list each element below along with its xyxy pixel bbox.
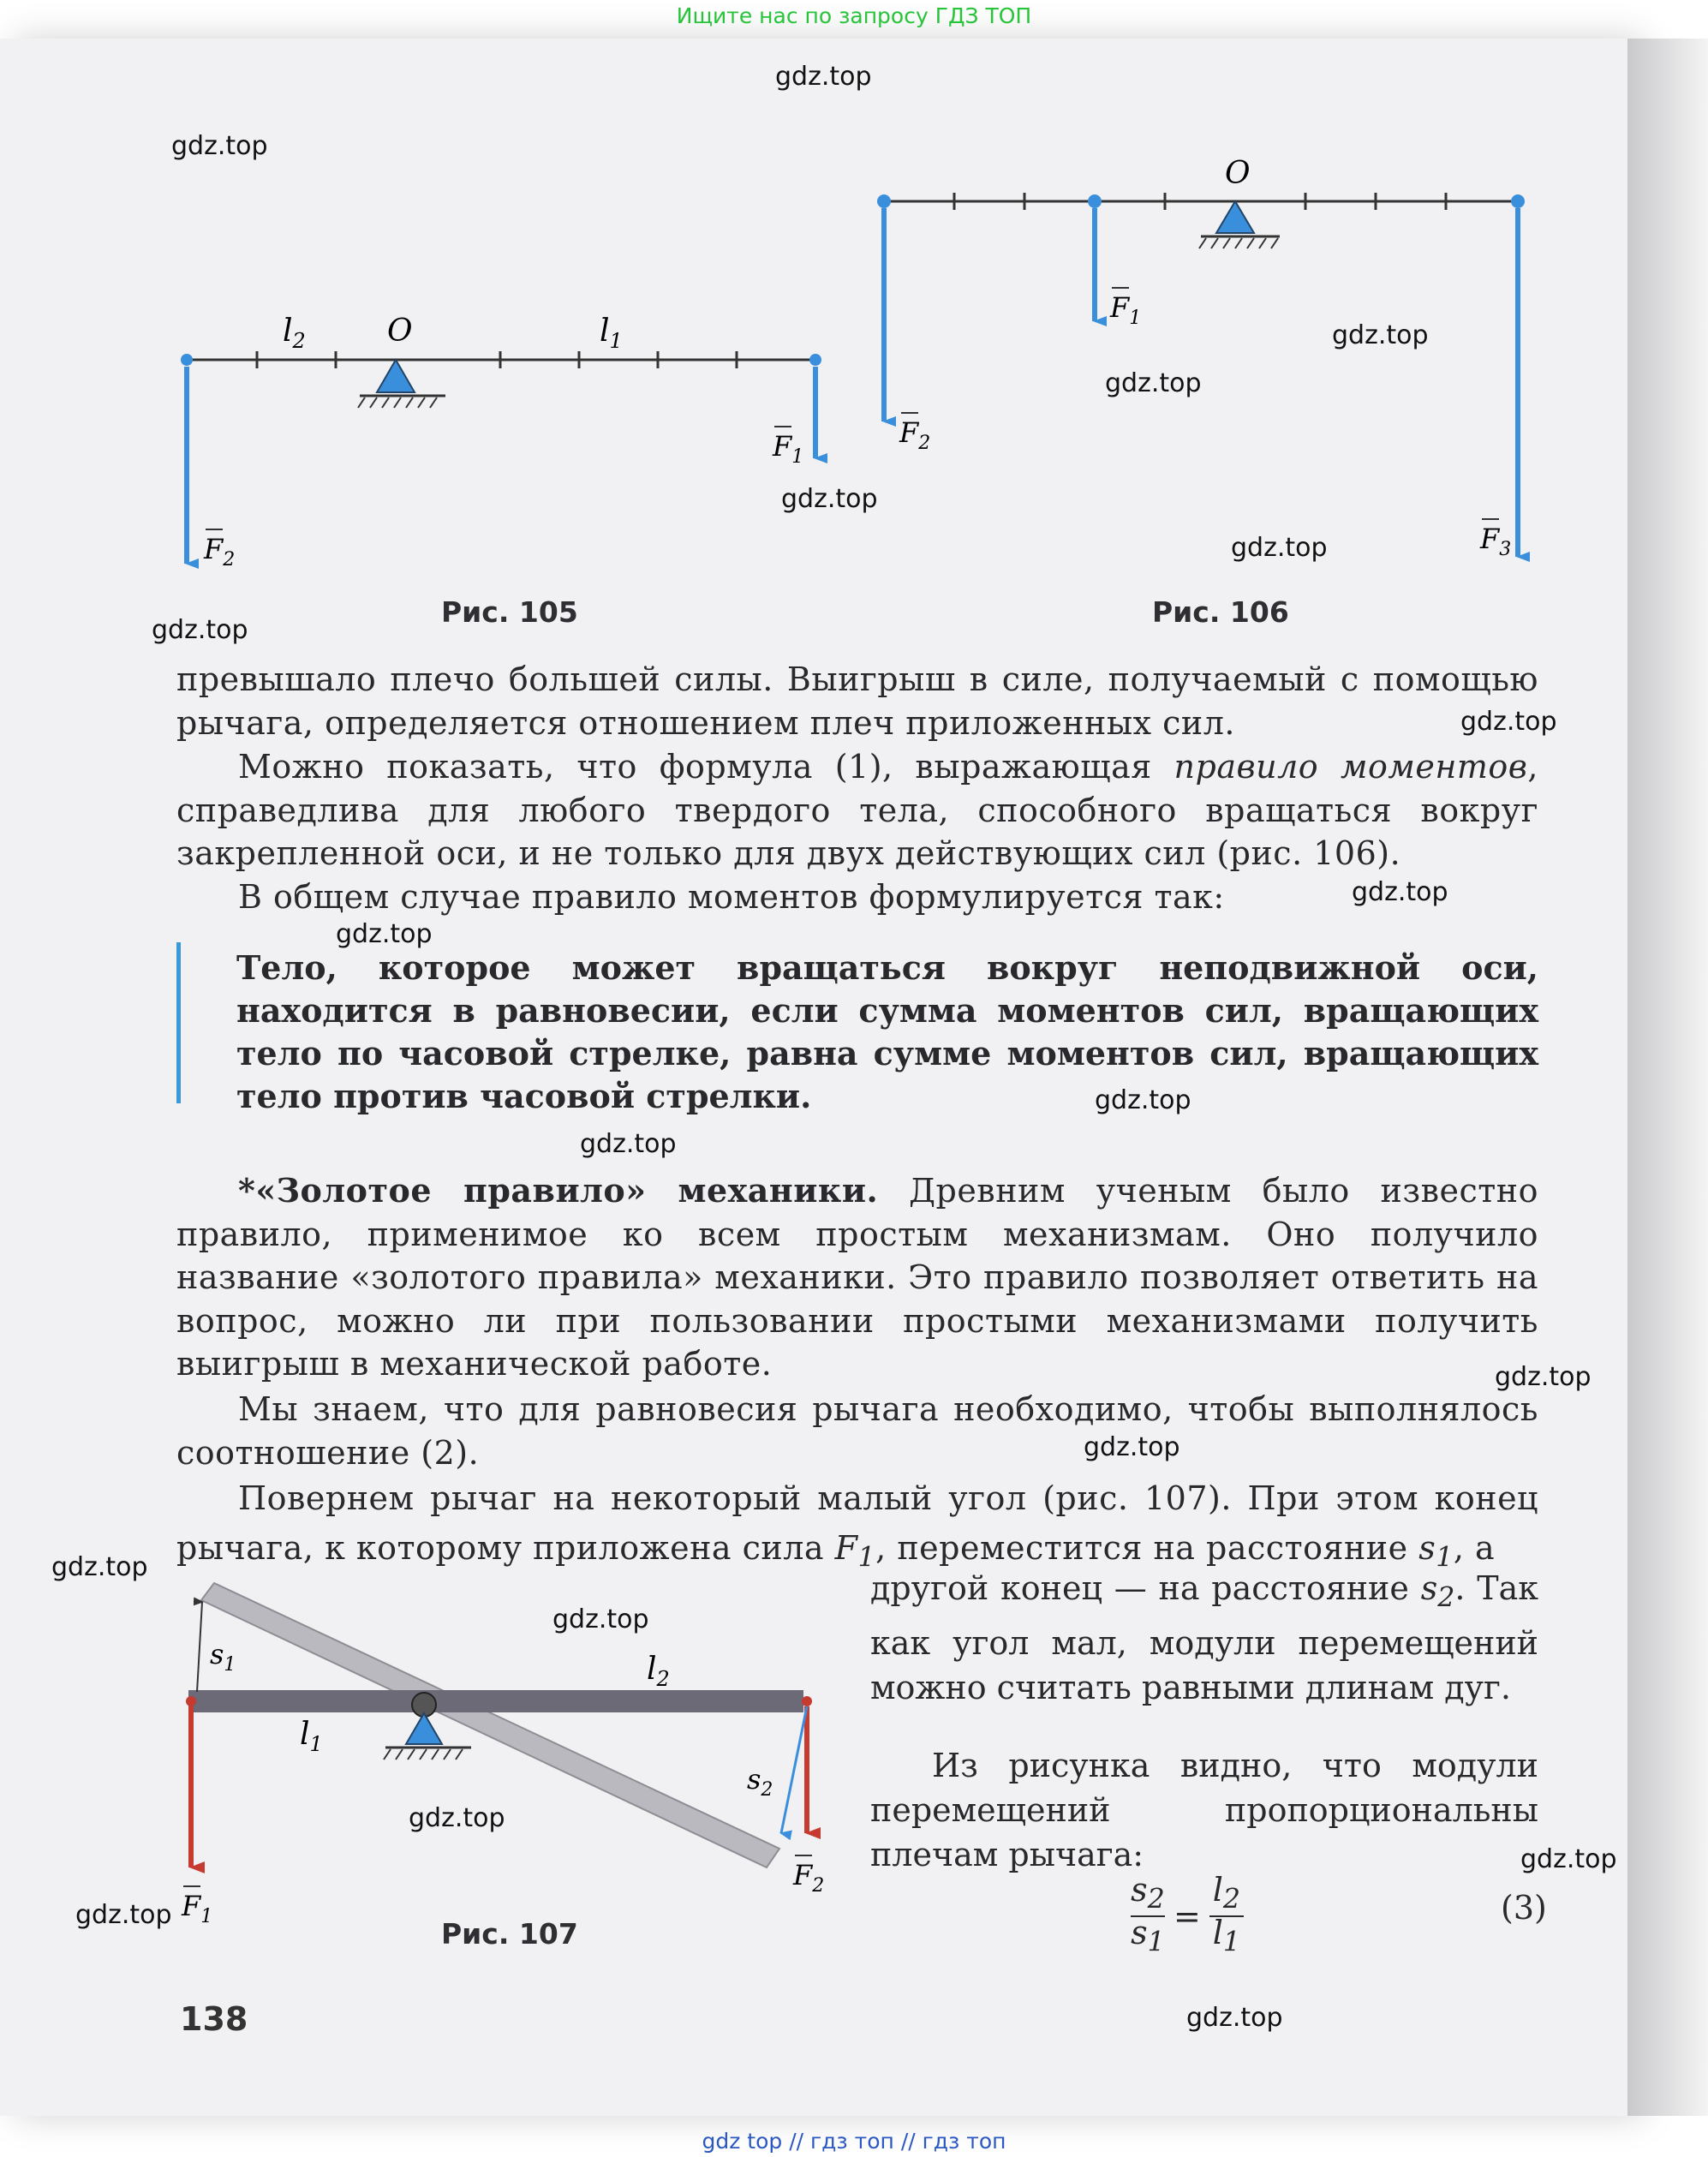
rule-of-moments-term: правило моментов <box>1174 748 1528 786</box>
watermark: gdz.top <box>1460 707 1557 737</box>
fig107-F1: F <box>182 1890 201 1922</box>
bottom-banner[interactable]: gdz top // гдз топ // гдз топ <box>702 2129 1006 2154</box>
watermark: gdz.top <box>1095 1085 1191 1115</box>
top-banner[interactable]: Ищите нас по запросу ГДЗ ТОП <box>676 3 1032 28</box>
page-edge-shadow <box>1627 39 1708 2116</box>
figure-105 <box>163 291 865 634</box>
fig107-l2: l <box>647 1652 657 1687</box>
watermark: gdz.top <box>1495 1362 1592 1392</box>
figure-106 <box>865 154 1568 583</box>
fig107-s2: s <box>747 1763 761 1796</box>
formula-3: $\frac{s_2}{s_1}$ = $\frac{l_2}{l_1}$ <box>1131 1874 1244 1957</box>
svg-text:s2 <box>747 1763 773 1801</box>
page-number: 138 <box>180 2000 248 2038</box>
fig105-l2-sub: 2 <box>292 329 306 353</box>
fig107-s1: s <box>210 1638 224 1670</box>
watermark: gdz.top <box>1520 1844 1617 1874</box>
paragraph-golden-rule: *«Золотое правило» механики. Древним ученым было известно правило, применимое ко всем простым механизмам. Оно получило название «золотого правила» механики. Это правило позволяет ответить на вопрос, можно ли при пользовании простыми механизмами получить выигрыш в механической работе. <box>176 1171 1539 1383</box>
fig105-l2: l <box>283 314 293 349</box>
svg-text:l1 <box>600 314 623 353</box>
fig107-caption: Рис. 107 <box>441 1917 578 1951</box>
fig105-F2-sub: 2 <box>223 549 236 571</box>
figure-107 <box>163 1576 848 1927</box>
svg-text:F1 <box>181 1890 212 1927</box>
fig105-F1-sub: 1 <box>791 446 804 468</box>
fig105-l1-sub: 1 <box>609 329 623 353</box>
svg-text:s1 <box>210 1638 236 1676</box>
fig107-l1-sub: 1 <box>309 1732 323 1756</box>
paragraph-3: В общем случае правило моментов формулируется так: <box>238 878 1225 916</box>
fig105-F2: F <box>204 533 224 565</box>
fig106-F3: F <box>1480 523 1500 555</box>
fig106-F2: F <box>899 416 919 449</box>
fig107-l2-sub: 2 <box>656 1667 670 1691</box>
svg-text:F1 <box>772 430 803 468</box>
fig107-l1: l <box>300 1717 310 1752</box>
watermark: gdz.top <box>781 484 878 514</box>
fig106-F1-sub: 1 <box>1129 308 1142 329</box>
fig106-caption: Рис. 106 <box>1152 595 1289 629</box>
svg-text:F2 <box>899 416 930 454</box>
formula-number: (3) <box>1501 1889 1547 1927</box>
watermark: gdz.top <box>775 62 872 92</box>
paragraph-5: Мы знаем, что для равновесия рычага необходимо, чтобы выполнялось соотношение (2). <box>176 1390 1538 1472</box>
fig107-F1-sub: 1 <box>200 1906 213 1927</box>
svg-text:l2 <box>647 1652 670 1691</box>
watermark: gdz.top <box>409 1803 505 1833</box>
fig106-F1: F <box>1110 291 1130 324</box>
fig106-F2-sub: 2 <box>918 433 931 454</box>
paragraph-6: Повернем рычаг на некоторый малый угол (рис. 107). При этом конец рычага, к которому приложена сила $F_1$, переместится на расстояние $s_1$, а <box>176 1479 1538 1574</box>
fig105-caption: Рис. 105 <box>441 595 578 629</box>
right-column-text-1: другой конец — на расстояние $s_2$. Так как угол мал, модули перемещений можно считать равными длинам дуг. <box>870 1569 1539 1706</box>
watermark: gdz.top <box>1332 320 1429 350</box>
watermark: gdz.top <box>75 1900 172 1930</box>
fig106-O: O <box>1225 156 1251 191</box>
fig107-F2-sub: 2 <box>812 1875 825 1897</box>
watermark: gdz.top <box>1105 368 1202 398</box>
watermark: gdz.top <box>152 615 248 645</box>
rule-of-moments-statement: Тело, которое может вращаться вокруг неподвижной оси, находится в равновесии, если сумма моментов сил, вращающих тело по часовой стрелке, равна сумме моментов сил, вращающих тело против часовой стрелки. <box>236 948 1538 1115</box>
rule-highlight-bar <box>176 942 181 1103</box>
svg-text:F2 <box>203 533 235 571</box>
watermark: gdz.top <box>1186 2003 1283 2033</box>
watermark: gdz.top <box>336 919 433 949</box>
fig107-s1-sub: 1 <box>224 1654 236 1676</box>
watermark: gdz.top <box>51 1552 148 1582</box>
fig107-s2-sub: 2 <box>761 1779 773 1801</box>
fig105-l1: l <box>600 314 610 349</box>
svg-text:F2 <box>792 1859 824 1897</box>
svg-text:F1 <box>1109 291 1141 329</box>
paragraph-1: превышало плечо большей силы. Выигрыш в силе, получаемый с помощью рычага, определяется отношением плеч приложенных сил. <box>176 660 1538 742</box>
fig105-O: O <box>387 314 413 349</box>
watermark: gdz.top <box>1352 877 1448 907</box>
svg-text:l2 <box>283 314 306 353</box>
right-column-text-2: Из рисунка видно, что модули перемещений пропорциональны плечам рычага: <box>870 1747 1538 1873</box>
watermark: gdz.top <box>552 1604 649 1634</box>
svg-text:F3 <box>1479 523 1511 560</box>
fig107-F2: F <box>793 1859 813 1891</box>
paragraph-2: Можно показать, что формула (1), выражающая правило моментов, справедлива для любого твердого тела, способного вращаться вокруг закрепленной оси, и не только для двух действующих сил (рис. 106). <box>176 748 1539 872</box>
watermark: gdz.top <box>580 1129 677 1159</box>
golden-rule-heading: *«Золотое правило» механики. <box>238 1171 879 1210</box>
watermark: gdz.top <box>171 131 268 161</box>
watermark: gdz.top <box>1231 533 1328 563</box>
watermark: gdz.top <box>1084 1432 1180 1462</box>
fig106-F3-sub: 3 <box>1499 539 1512 560</box>
fig105-F1: F <box>773 430 792 463</box>
svg-text:l1 <box>300 1717 323 1756</box>
